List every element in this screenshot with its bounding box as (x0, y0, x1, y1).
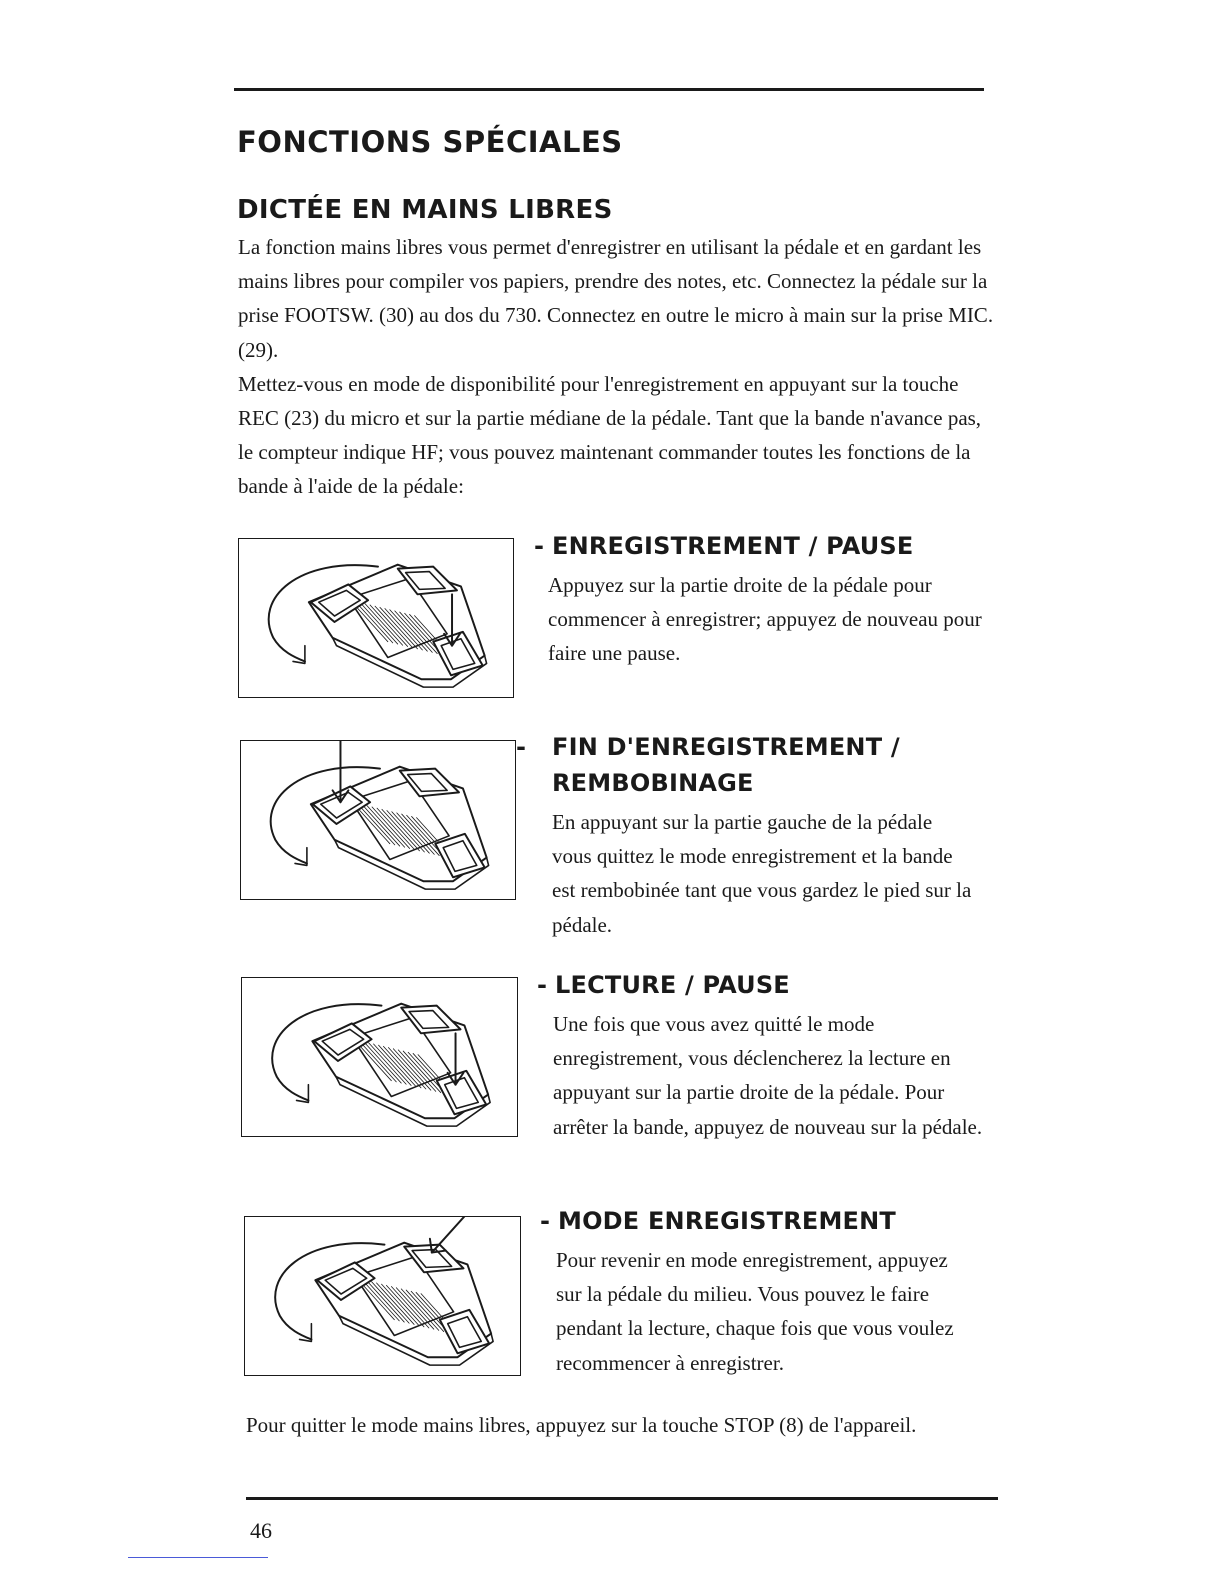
intro-paragraph-1: La fonction mains libres vous permet d'enregistrer en utilisant la pédale et en gardant les mains libres pour compiler vos papiers, prendre des notes, etc. Connectez la pédale sur la prise FOOTSW. (30) au dos du 730. Connectez en outre le micro à main sur la prise MIC. (29). (238, 235, 994, 362)
foot-pedal-illustration (241, 741, 515, 899)
section-heading (534, 528, 984, 564)
section-body: Une fois que vous avez quitté le mode enregistrement, vous déclencherez la lecture en appuyant sur la partie droite de la pédale. Pour arrêter la bande, appuyez de nouveau sur la pédale. (553, 1012, 983, 1139)
heading-text: ENREGISTREMENT / PAUSE (552, 532, 914, 560)
section-body: Appuyez sur la partie droite de la pédale pour commencer à enregistrer; appuyez de nouveau pour faire une pause. (548, 573, 982, 666)
section-heading (516, 729, 974, 801)
pedal-figure-1 (238, 538, 514, 698)
pedal-figure-4 (244, 1216, 521, 1376)
heading-dash: - (537, 971, 548, 999)
section-play-pause (537, 967, 997, 1144)
footer-text: Pour quitter le mode mains libres, appuyez sur la touche STOP (8) de l'appareil. (246, 1413, 917, 1437)
heading-text: MODE ENREGISTREMENT (558, 1207, 897, 1235)
page-number: 46 (250, 1518, 272, 1543)
intro-paragraph-2: Mettez-vous en mode de disponibilité pour l'enregistrement en appuyant sur la touche REC (23) du micro et sur la partie médiane de la pédale. Tant que la bande n'avance pas, le compteur indique HF; vous pouvez maintenant commander toutes les fonctions de la bande à l'aide de la pédale: (238, 371, 982, 499)
section-body: Pour revenir en mode enregistrement, appuyez sur la pédale du milieu. Vous pouvez le faire pendant la lecture, chaque fois que vous voulez recommencer à enregistrer. (556, 1248, 954, 1375)
section-heading (540, 1203, 960, 1239)
pedal-figure-3 (241, 977, 518, 1137)
section-record-pause (534, 528, 984, 671)
section-end-rewind (516, 729, 974, 942)
scan-artifact-line (128, 1557, 268, 1558)
intro-text (238, 230, 998, 504)
section-record-mode (540, 1203, 960, 1380)
foot-pedal-illustration (245, 1217, 520, 1375)
heading-text: LECTURE / PAUSE (555, 971, 790, 999)
section-subtitle: DICTÉE EN MAINS LIBRES (237, 195, 613, 225)
foot-pedal-illustration (239, 539, 513, 697)
page-title: FONCTIONS SPÉCIALES (237, 125, 623, 159)
foot-pedal-illustration (242, 978, 517, 1136)
heading-dash: - (534, 532, 545, 560)
heading-text: FIN D'ENREGISTREMENT / REMBOBINAGE (552, 733, 900, 797)
bottom-rule (246, 1497, 998, 1500)
heading-dash: - (540, 1207, 551, 1235)
section-heading (537, 967, 997, 1003)
heading-dash: - (516, 733, 527, 761)
press-arrow (432, 1217, 468, 1253)
pedal-figure-2 (240, 740, 516, 900)
top-rule (234, 88, 984, 91)
section-body: En appuyant sur la partie gauche de la pédale vous quittez le mode enregistrement et la bande est rembobinée tant que vous gardez le pied sur la pédale. (552, 810, 972, 937)
